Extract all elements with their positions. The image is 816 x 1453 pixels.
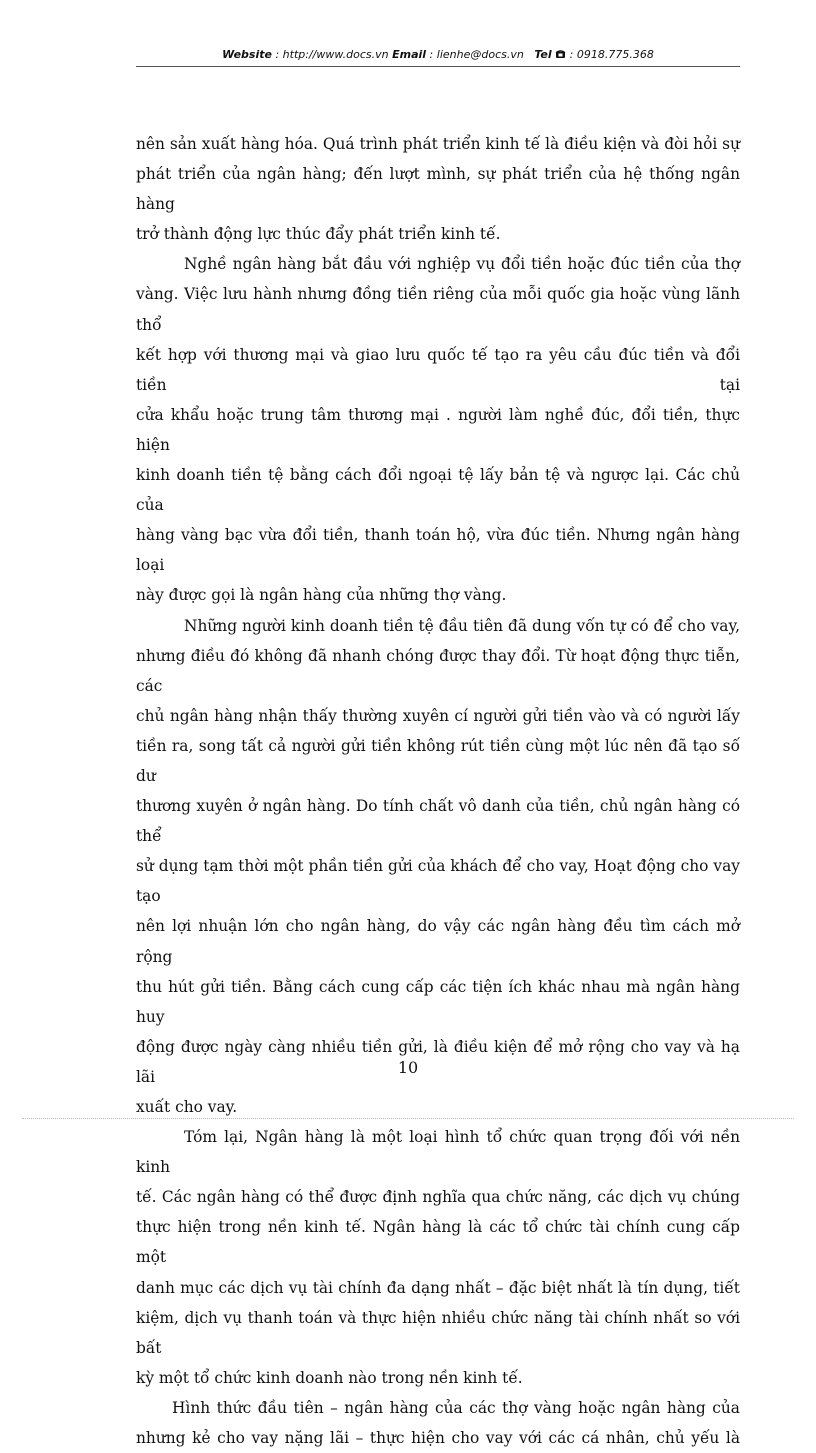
email-label: Email [392, 48, 427, 61]
paragraph-3-line-10: xuất cho vay. [136, 1098, 238, 1116]
email-link[interactable]: lienhe@docs.vn [436, 48, 524, 61]
paragraph-2-line-6: hàng vàng bạc vừa đổi tiền, thanh toán hộ, vừa đúc tiền. Nhưng ngân hàng loại [136, 526, 740, 575]
paragraph-3-line-5: thương xuyên ở ngân hàng. Do tính chất vô danh của tiền, chủ ngân hàng có thể [136, 797, 740, 846]
body-text [136, 129, 740, 1453]
phone-icon [555, 48, 566, 61]
page-header [136, 48, 740, 61]
paragraph-2-line-4: cửa khẩu hoặc trung tâm thương mại . người làm nghề đúc, đổi tiền, thực hiện [136, 405, 740, 454]
header-divider [136, 66, 740, 67]
page-bottom-border [22, 1118, 794, 1119]
paragraph-5-line-1: Hình thức đầu tiên – ngân hàng của các thợ vàng hoặc ngân hàng của [172, 1398, 740, 1417]
paragraph-3-line-6: sử dụng tạm thời một phần tiền gửi của khách để cho vay, Hoạt động cho vay tạo [136, 857, 740, 906]
paragraph-4-line-6: kỳ một tổ chức kinh doanh nào trong nền kinh tế. [136, 1368, 523, 1387]
paragraph-1-line-2: phát triển của ngân hàng; đến lượt mình, sự phát triển của hệ thống ngân hàng [136, 165, 740, 214]
paragraph-3-line-7: nên lợi nhuận lớn cho ngân hàng, do vậy các ngân hàng đều tìm cách mở rộng [136, 917, 740, 966]
paragraph-2-line-2: vàng. Việc lưu hành nhưng đồng tiền riêng của mỗi quốc gia hoặc vùng lãnh thổ [136, 285, 740, 334]
paragraph-1-line-3: trở thành động lực thúc đẩy phát triển kinh tế. [136, 225, 501, 244]
paragraph-2-line-5: kinh doanh tiền tệ bằng cách đổi ngoại tệ lấy bản tệ và ngược lại. Các chủ của [136, 466, 740, 515]
paragraph-4-line-3: thực hiện trong nền kinh tế. Ngân hàng là các tổ chức tài chính cung cấp một [136, 1218, 740, 1267]
tel-label: Tel [534, 48, 552, 61]
paragraph-3-line-9: động được ngày càng nhiều tiền gửi, là điều kiện để mở rộng cho vay và hạ lãi [136, 1037, 740, 1086]
paragraph-4-line-4: danh mục các dịch vụ tài chính đa dạng nhất – đặc biệt nhất là tín dụng, tiết [136, 1278, 740, 1297]
email-separator: : [426, 48, 437, 61]
paragraph-3-line-1: Những người kinh doanh tiền tệ đầu tiên đã dung vốn tự có để cho vay, [184, 616, 740, 635]
website-label: Website [222, 48, 272, 61]
paragraph-3-line-8: thu hút gửi tiền. Bằng cách cung cấp các tiện ích khác nhau mà ngân hàng huy [136, 977, 740, 1026]
paragraph-2-line-7: này được gọi là ngân hàng của những thợ vàng. [136, 586, 507, 605]
paragraph-2-line-3: kết hợp với thương mại và giao lưu quốc tế tạo ra yêu cầu đúc tiền và đổi tiền tại [136, 345, 740, 394]
paragraph-5-line-2: nhưng kẻ cho vay nặng lãi – thực hiện cho vay với các cá nhân, chủ yếu là [136, 1429, 740, 1448]
paragraph-2-line-1: Nghề ngân hàng bắt đầu với nghiệp vụ đổi tiền hoặc đúc tiền của thợ [184, 255, 740, 274]
paragraph-4-line-2: tế. Các ngân hàng có thể được định nghĩa qua chức năng, các dịch vụ chúng [136, 1188, 740, 1207]
page-number: 10 [397, 1058, 419, 1077]
paragraph-4-line-1: Tóm lại, Ngân hàng là một loại hình tổ chức quan trọng đối với nền kinh [136, 1128, 740, 1177]
website-separator: : [271, 48, 283, 61]
website-link[interactable]: http://www.docs.vn [282, 48, 389, 61]
paragraph-3-line-3: chủ ngân hàng nhận thấy thường xuyên cí người gửi tiền vào và có người lấy [136, 706, 740, 725]
tel-value: 0918.775.368 [576, 48, 654, 61]
paragraph-1-line-1: nên sản xuất hàng hóa. Quá trình phát triển kinh tế là điều kiện và đòi hỏi sự [136, 135, 740, 153]
paragraph-3-line-4: tiền ra, song tất cả người gửi tiền không rút tiền cùng một lúc nên đã tạo số dư [136, 736, 740, 785]
paragraph-3-line-2: nhưng điều đó không đã nhanh chóng được thay đổi. Từ hoạt động thực tiễn, các [136, 646, 740, 695]
paragraph-4-line-5: kiệm, dịch vụ thanh toán và thực hiện nhiều chức năng tài chính nhất so với bất [136, 1308, 740, 1357]
tel-separator: : [566, 48, 577, 61]
